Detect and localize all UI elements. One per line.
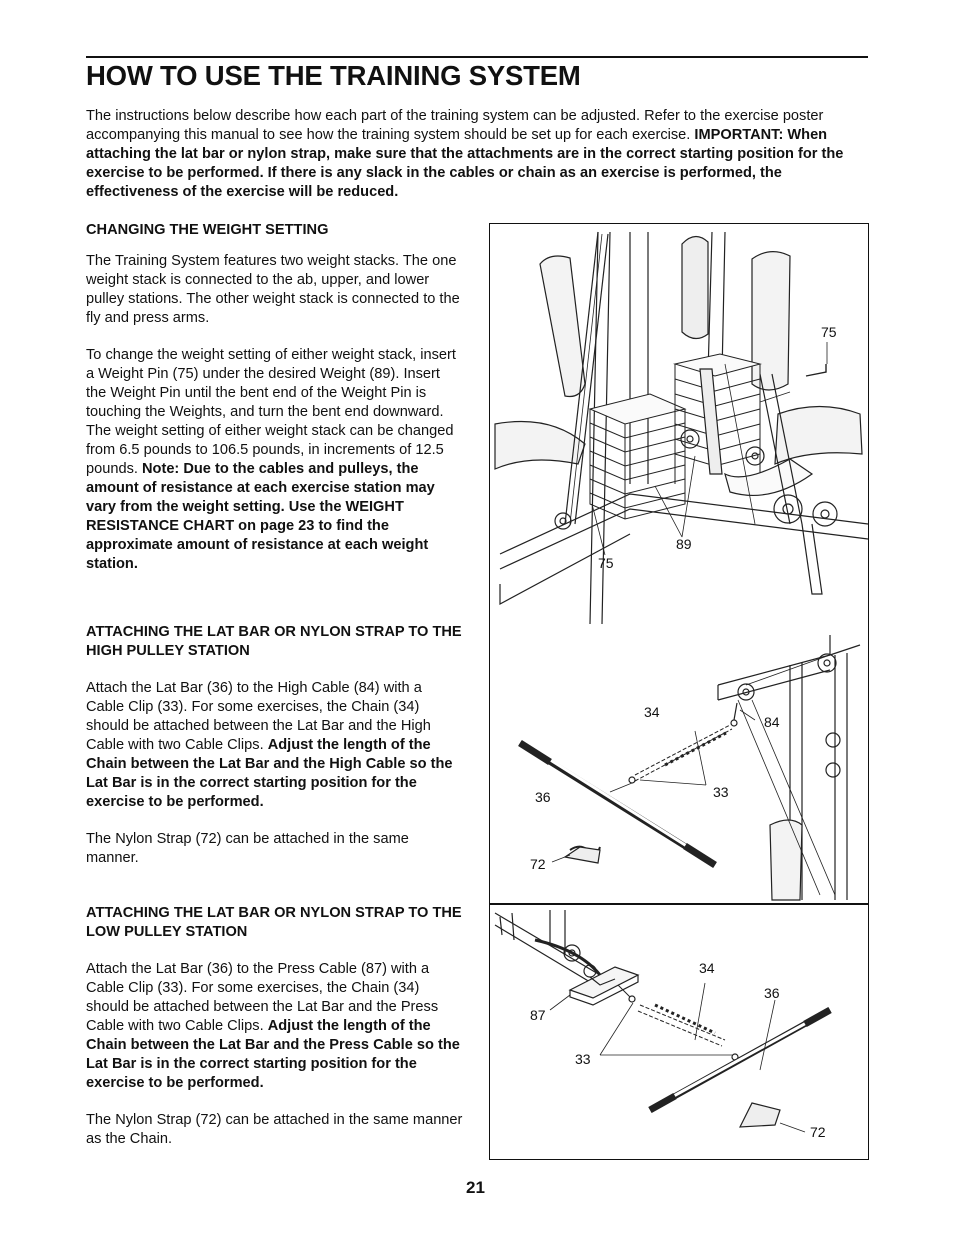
intro-important: IMPORTANT: When attaching the lat bar or nylon strap, make sure that the attachments are in the correct starting position for the exercise to be performed. If there is any slack in the cables or chain as an exercise is performed, the effectiveness of the exercise will be reduced.: [86, 127, 844, 200]
title-rule: [86, 56, 868, 58]
section-low-pulley: [86, 904, 464, 1149]
section-heading: CHANGING THE WEIGHT SETTING: [86, 222, 329, 238]
callout-label: 36: [535, 789, 551, 805]
figure-high-pulley: [489, 625, 869, 904]
intro-text: The instructions below describe how each part of the training system can be adjusted. Refer to the exercise poster accompanying this manual to see how the training system should be set up for each exercise.: [86, 108, 824, 143]
chain: [635, 725, 732, 781]
paragraph: The Nylon Strap (72) can be attached in the same manner as the Chain.: [86, 1112, 463, 1147]
paragraph-text: Attach the Lat Bar (36) to the High Cable (84) with a Cable Clip (33). For some exercises, the Chain (34) should be attached between the Lat Bar and the High Cable with two Cable Clips.: [86, 680, 431, 753]
callout-label: 75: [598, 555, 614, 571]
callout-label: 33: [713, 784, 729, 800]
paragraph: [86, 346, 464, 574]
callout-label: 33: [575, 1051, 591, 1067]
weight-stack-illustration: [490, 224, 868, 625]
section-heading: ATTACHING THE LAT BAR OR NYLON STRAP TO THE LOW PULLEY STATION: [86, 905, 462, 940]
page-number: 21: [466, 1178, 485, 1197]
paragraph-text: Attach the Lat Bar (36) to the Press Cable (87) with a Cable Clip (33). For some exercises, the Chain (34) should be attached between the Lat Bar and the Press Cable with two Cable Clips.: [86, 961, 439, 1034]
paragraph: [86, 960, 464, 1093]
lat-bar: [650, 1010, 830, 1110]
callout-label: 84: [764, 714, 780, 730]
paragraph-note: Adjust the length of the Chain between the Lat Bar and the High Cable so the Lat Bar is in the correct starting position for the exercise to be performed.: [86, 737, 453, 810]
section-high-pulley: [86, 623, 464, 868]
nylon-strap: [565, 847, 600, 863]
nylon-strap: [740, 1103, 780, 1127]
section-heading: ATTACHING THE LAT BAR OR NYLON STRAP TO THE HIGH PULLEY STATION: [86, 624, 462, 659]
callout-label: 75: [821, 324, 837, 340]
paragraph: The Nylon Strap (72) can be attached in the same manner.: [86, 831, 409, 866]
paragraph: The Training System features two weight stacks. The one weight stack is connected to the ab, upper, and lower pulley stations. The other weight stack is connected to the fly and press arms.: [86, 253, 460, 326]
section-weight-setting: [86, 221, 464, 574]
high-pulley-illustration: [490, 625, 868, 903]
callout-label: 34: [699, 960, 715, 976]
chain: [638, 1005, 725, 1046]
paragraph-note: Adjust the length of the Chain between the Lat Bar and the Press Cable so the Lat Bar is in the correct starting position for the exercise to be performed.: [86, 1018, 460, 1091]
low-pulley-illustration: [490, 905, 868, 1159]
paragraph-text: To change the weight setting of either weight stack, insert a Weight Pin (75) under the desired Weight (89). Insert the Weight Pin until the bent end of the Weight Pin is touching the Weights, and turn the bent end downward. The weight setting of either weight stack can be changed from 6.5 pounds to 106.5 pounds, in increments of 12.5 pounds.: [86, 347, 456, 477]
intro-paragraph: [86, 107, 866, 202]
callout-label: 36: [764, 985, 780, 1001]
page-title: HOW TO USE THE TRAINING SYSTEM: [86, 60, 581, 91]
callout-label: 72: [530, 856, 546, 872]
paragraph: [86, 679, 464, 812]
figure-low-pulley: [489, 904, 869, 1160]
callout-label: 89: [676, 536, 692, 552]
callout-label: 34: [644, 704, 660, 720]
callout-label: 87: [530, 1007, 546, 1023]
figure-weight-stack: [489, 223, 869, 626]
callout-label: 72: [810, 1124, 826, 1140]
paragraph-note: Note: Due to the cables and pulleys, the amount of resistance at each exercise station may vary from the weight setting. Use the WEIGHT RESISTANCE CHART on page 23 to find the approximate amount of resistance at each weight station.: [86, 461, 435, 572]
